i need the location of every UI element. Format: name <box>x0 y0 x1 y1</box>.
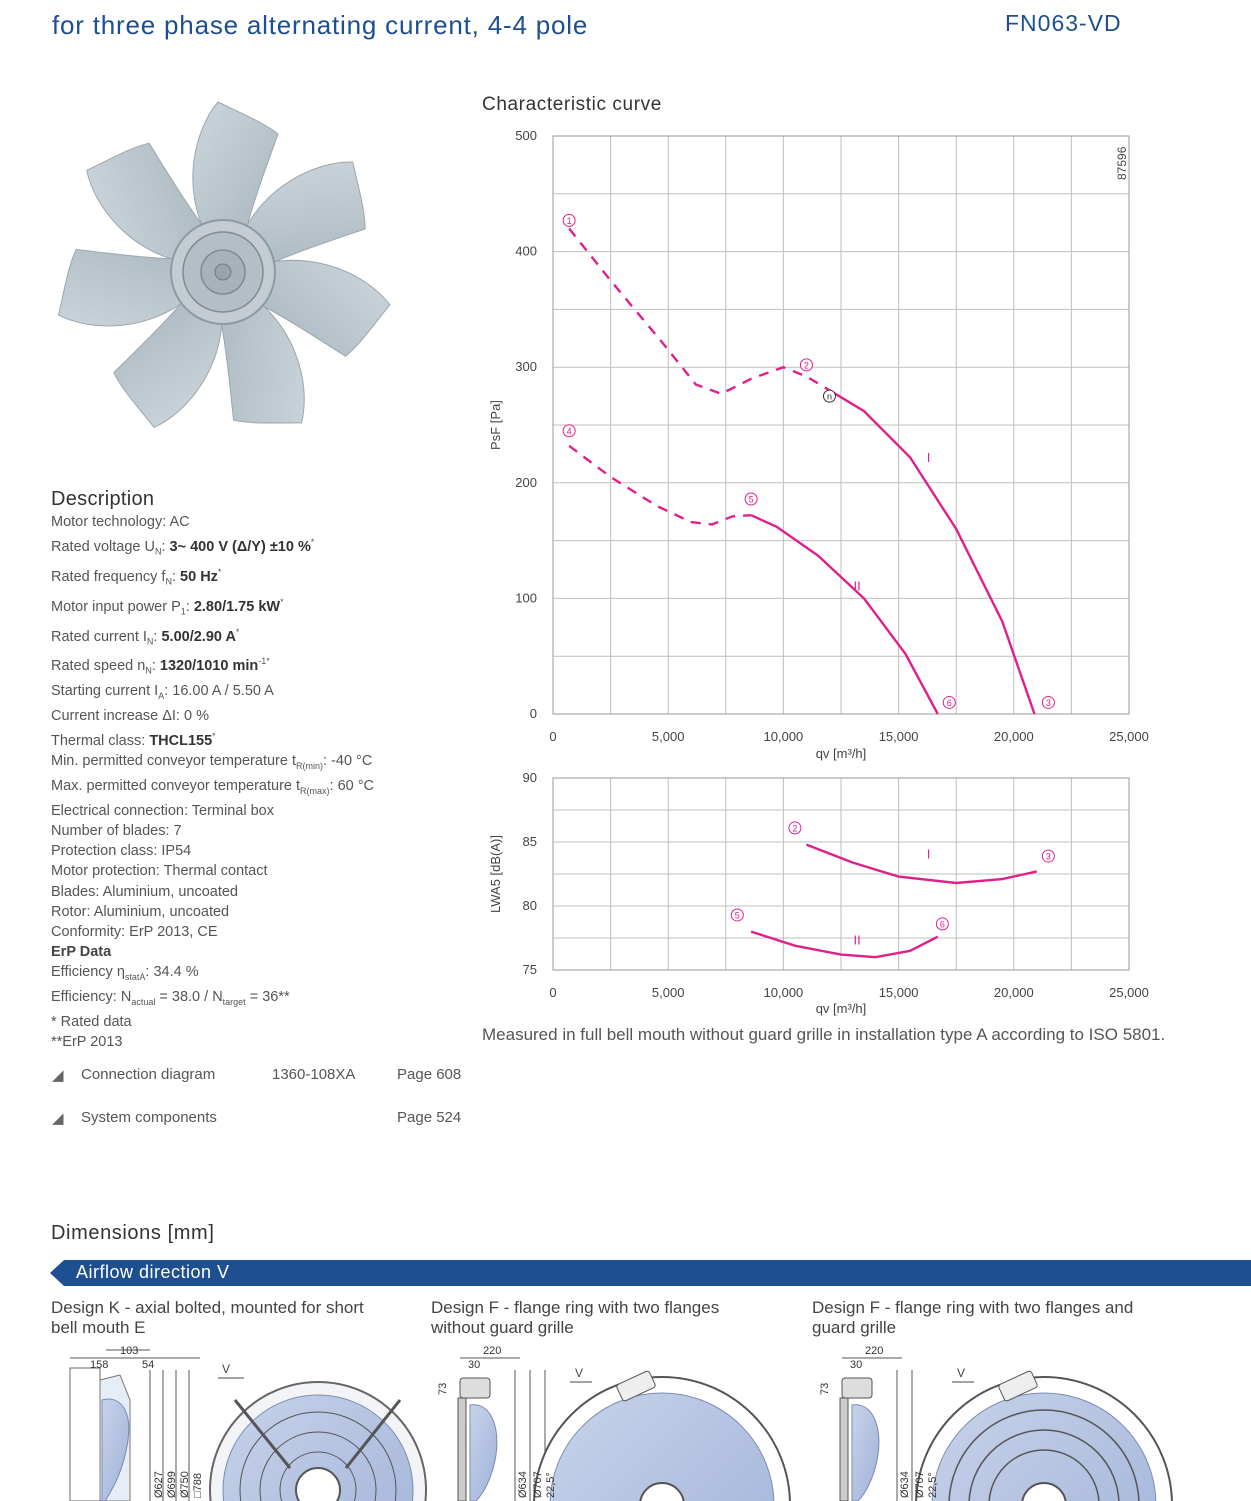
marker-label: 5 <box>734 910 740 921</box>
marker-label: 6 <box>946 697 952 708</box>
series-label: I <box>926 846 931 862</box>
dimension-value: 103 <box>120 1345 139 1357</box>
description-line: Max. permitted conveyor temperature $t_{R(max)}$: 60 °C <box>51 778 375 797</box>
dimension-value: Ø750 <box>179 1471 191 1498</box>
ref-label: System components <box>81 1109 217 1126</box>
dimensions-title: Dimensions [mm] <box>51 1222 215 1244</box>
y-tick-label: 500 <box>515 128 537 143</box>
x-tick-label: 25,000 <box>1109 729 1149 744</box>
dimension-value: □788 <box>192 1473 204 1498</box>
description-line: Rated speed $n_N$: 1320/1010 $\min^{-1*}$ <box>51 656 270 677</box>
dimension-value: 73 <box>437 1382 449 1395</box>
y-tick-label: 75 <box>522 962 537 977</box>
x-tick-label: 25,000 <box>1109 985 1149 1000</box>
dimension-drawings <box>50 1340 1250 1501</box>
dimension-value: 220 <box>865 1345 884 1357</box>
marker-label: 6 <box>939 919 945 930</box>
description-line: Blades: Aluminium, uncoated <box>51 883 238 900</box>
svg-text:V: V <box>957 1366 966 1380</box>
ref-page: Page 524 <box>397 1109 462 1126</box>
description-line: Min. permitted conveyor temperature $t_{R(min)}$: -40 °C <box>51 753 373 772</box>
marker-label: 3 <box>1045 697 1051 708</box>
pressure-plot <box>488 128 1149 761</box>
ref-label: Connection diagram <box>81 1066 216 1083</box>
noise-plot <box>488 770 1149 1016</box>
y-tick-label: 400 <box>515 243 537 259</box>
dimension-value: 30 <box>850 1359 863 1371</box>
marker-label: 2 <box>803 360 809 371</box>
dimension-value: 220 <box>483 1345 502 1357</box>
design-f1-drawing <box>458 1358 790 1501</box>
x-tick-label: 0 <box>549 729 557 744</box>
connection-diagram-link[interactable] <box>52 1066 462 1084</box>
y-axis-label: LWA5 [dB(A)] <box>488 834 503 914</box>
description-list <box>51 512 374 1052</box>
dimension-value: Ø634 <box>899 1471 911 1498</box>
x-tick-label: 10,000 <box>763 985 804 1000</box>
y-axis-label: PsF [Pa] <box>488 400 503 450</box>
description-line: Current increase ΔI: 0 % <box>51 708 209 725</box>
dimension-value: Ø707 <box>914 1471 926 1498</box>
description-line: Rated voltage $U_N$: 3~ 400 V (Δ/Y) ±10 %* <box>51 537 315 557</box>
system-components-link[interactable] <box>52 1109 462 1127</box>
fan-illustration <box>48 92 403 447</box>
design-k-title: Design K - axial bolted, mounted for short bell mouth E <box>51 1298 364 1337</box>
svg-text:V: V <box>222 1362 231 1376</box>
marker-label: 4 <box>566 426 572 437</box>
description-line: Motor input power $P_1$: 2.80/1.75 kW* <box>51 596 284 617</box>
airflow-label: Airflow direction V <box>76 1262 230 1282</box>
description-title: Description <box>51 488 155 510</box>
description-line: Starting current $I_A$: 16.00 A / 5.50 A <box>51 683 274 702</box>
x-axis-label: qv [m³/h] <box>815 1001 867 1016</box>
description-line: Protection class: IP54 <box>51 843 192 860</box>
design-f1-title: Design F - flange ring with two flanges without guard grille <box>431 1298 720 1337</box>
y-tick-label: 100 <box>515 590 537 606</box>
x-tick-label: 10,000 <box>763 729 804 744</box>
marker-label: n <box>826 391 832 402</box>
y-tick-label: 200 <box>515 474 537 490</box>
description-line: Rated frequency $f_N$: 50 Hz* <box>51 566 222 587</box>
description-line: Rated current $I_N$: 5.00/2.90 A* <box>51 626 240 647</box>
y-tick-label: 80 <box>522 898 537 913</box>
series-I-line <box>830 390 1035 714</box>
efficiency-line: Efficiency $\eta_{statA}$: 34.4 % <box>51 963 199 982</box>
marker-label: 1 <box>566 215 572 226</box>
measurement-note: Measured in full bell mouth without guard grille in installation type A according to ISO 5801. <box>482 1025 1166 1044</box>
y-tick-label: 300 <box>515 359 537 375</box>
arrow-icon: ◢ <box>52 1067 64 1084</box>
dimension-value: 73 <box>819 1382 831 1395</box>
efficiency-n-line: Efficiency: $N_{actual} = 38.0 / N_{target} = 36**$ <box>51 988 290 1007</box>
dimension-value: 30 <box>468 1359 481 1371</box>
marker-label: 5 <box>748 494 754 505</box>
series-label: II <box>853 932 861 948</box>
model-code: FN063-VD <box>1005 10 1122 36</box>
dimension-value: 22,5° <box>545 1472 557 1498</box>
x-tick-label: 5,000 <box>651 729 685 744</box>
erp-note: **ErP 2013 <box>51 1033 123 1050</box>
dimension-value: Ø634 <box>517 1471 529 1498</box>
series-II-line <box>751 515 938 714</box>
x-tick-label: 15,000 <box>878 729 919 744</box>
y-tick-label: 90 <box>522 770 537 785</box>
characteristic-chart <box>470 120 1160 1025</box>
dimension-value: Ø699 <box>166 1471 178 1498</box>
page-title: for three phase alternating current, 4-4 pole <box>52 10 589 40</box>
design-f2-drawing <box>840 1358 1172 1501</box>
series-label: II <box>853 578 861 594</box>
series-label: I <box>926 449 931 465</box>
ref-page: Page 608 <box>397 1066 462 1083</box>
description-line: Motor protection: Thermal contact <box>51 863 268 880</box>
dimension-value: Ø627 <box>153 1471 165 1498</box>
dimension-value: 22,5° <box>927 1472 939 1498</box>
airflow-arrow-icon <box>50 1260 64 1286</box>
grid <box>553 778 1129 970</box>
chart-id: 87596 <box>1115 146 1129 180</box>
description-line: Thermal class: THCL155* <box>51 731 216 750</box>
x-tick-label: 0 <box>549 985 557 1000</box>
description-line: Motor technology: AC <box>51 514 190 530</box>
description-line: Conformity: ErP 2013, CE <box>51 923 218 940</box>
design-f2-title: Design F - flange ring with two flanges and guard grille <box>812 1298 1134 1337</box>
design-k-drawing <box>70 1350 426 1501</box>
ref-code: 1360-108XA <box>272 1066 356 1083</box>
description-line: Number of blades: 7 <box>51 823 182 840</box>
marker-label: 3 <box>1045 851 1051 862</box>
x-tick-label: 5,000 <box>651 985 685 1000</box>
series-I-dashed <box>569 229 829 394</box>
erp-title: ErP Data <box>51 943 112 960</box>
description-line: Electrical connection: Terminal box <box>51 803 274 820</box>
y-tick-label: 0 <box>529 706 537 721</box>
x-axis-label: qv [m³/h] <box>815 746 867 761</box>
x-tick-label: 15,000 <box>878 985 919 1000</box>
fan-image <box>48 92 403 447</box>
chart-title: Characteristic curve <box>482 94 662 115</box>
marker-label: 2 <box>792 823 798 834</box>
y-tick-label: 85 <box>522 834 537 849</box>
x-tick-label: 20,000 <box>993 985 1034 1000</box>
dimension-value: 158 <box>90 1359 109 1371</box>
svg-text:V: V <box>575 1366 584 1380</box>
arrow-icon: ◢ <box>52 1110 64 1127</box>
x-tick-label: 20,000 <box>993 729 1034 744</box>
dimension-value: 54 <box>142 1359 155 1371</box>
airflow-band <box>64 1260 1251 1286</box>
series-II-line <box>751 932 938 958</box>
grid <box>553 136 1129 714</box>
rated-data-note: * Rated data <box>51 1013 132 1030</box>
dimension-value: Ø707 <box>532 1471 544 1498</box>
description-line: Rotor: Aluminium, uncoated <box>51 903 230 920</box>
series-II-dashed <box>569 446 751 525</box>
